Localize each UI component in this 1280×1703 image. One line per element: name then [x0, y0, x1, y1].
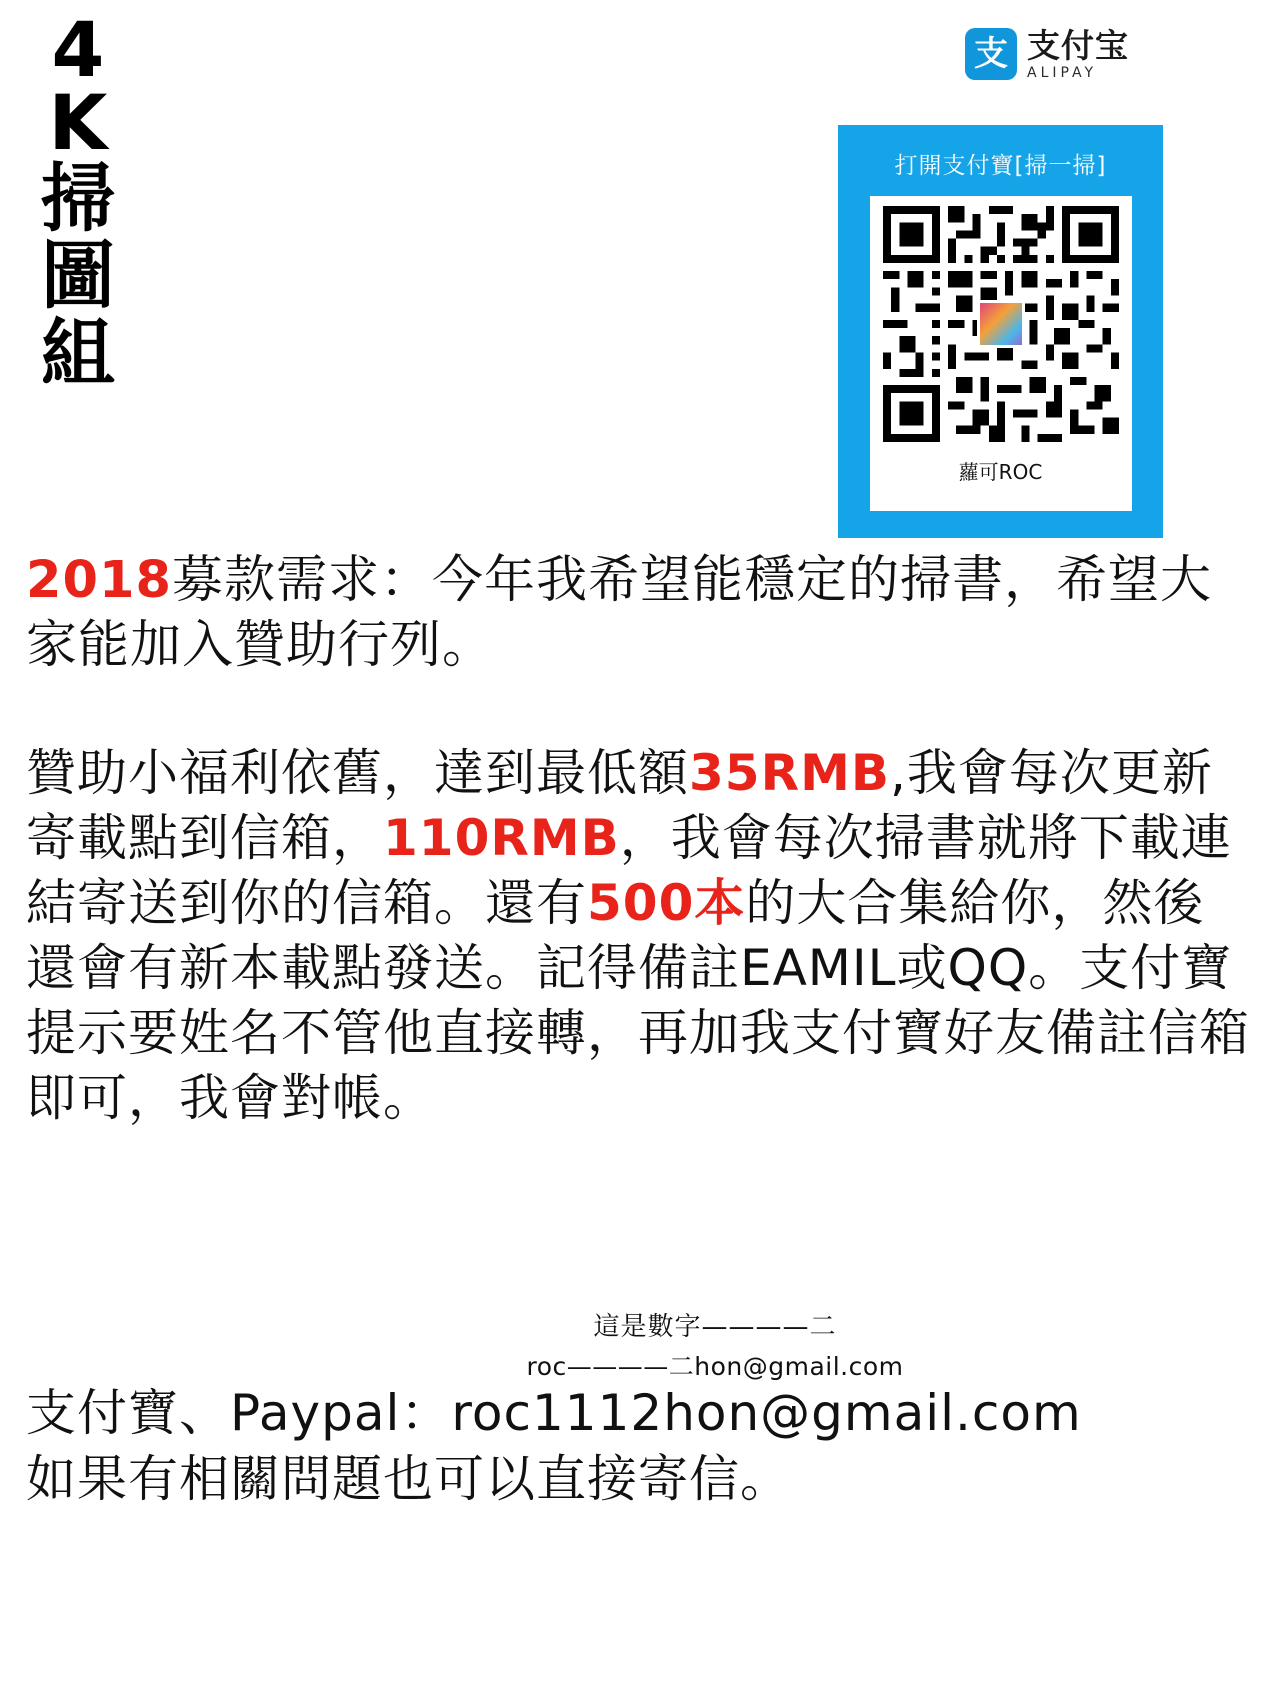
footer	[26, 1380, 1256, 1512]
title-char-3: 掃	[41, 155, 113, 242]
title-char-4: 圖	[41, 233, 113, 320]
footer-note-line: 如果有相關問題也可以直接寄信。	[26, 1450, 791, 1508]
body-text	[26, 548, 1254, 1131]
title-char-2: K	[48, 77, 106, 167]
qr-code-image	[883, 206, 1119, 442]
amount-35rmb: 35RMB	[689, 743, 890, 802]
alipay-logo	[965, 25, 1129, 81]
annotation-line-2: roc————二hon@gmail.com	[526, 1352, 904, 1381]
main-paragraph	[26, 741, 1254, 1131]
amount-110rmb: 110RMB	[383, 808, 620, 867]
intro-year: 2018	[26, 551, 172, 610]
intro-rest: 募款需求：今年我希望能穩定的掃書，希望大家能加入贊助行列。	[26, 551, 1212, 676]
main-text-2: ,我會每次更新寄載點到信箱，	[26, 743, 1213, 867]
qr-card	[870, 196, 1132, 511]
annotation-line-1: 這是數字————二	[593, 1312, 837, 1342]
page-title	[22, 5, 132, 397]
alipay-mark-icon: 支	[965, 28, 1017, 80]
main-text-4: 的大合集給你，然後還會有新本載點發送。記得備註EAMIL或QQ。支付寶提示要姓名不管他直接轉，再加我支付寶好友備註信箱即可，我會對帳。	[26, 873, 1250, 1127]
main-text-3: ，我會每次掃書就將下載連結寄送到你的信箱。還有	[26, 808, 1232, 932]
qr-center-logo-icon	[977, 300, 1025, 348]
title-char-5: 組	[41, 310, 113, 397]
payment-contact-line: 支付寶、Paypal：roc1112hon@gmail.com	[26, 1384, 1082, 1442]
main-text-1: 贊助小福利依舊，達到最低額	[26, 743, 689, 802]
alipay-name-en: ALIPAY	[1027, 64, 1098, 81]
amount-500books: 500本	[587, 873, 746, 932]
email-annotation	[505, 1306, 925, 1383]
qr-heading: 打開支付寶[掃一掃]	[894, 153, 1107, 179]
qr-caption: 蘿可ROC	[958, 460, 1043, 484]
intro-paragraph	[26, 548, 1254, 679]
qr-panel	[838, 125, 1163, 538]
alipay-wordmark	[1027, 25, 1129, 81]
paragraph-spacer	[26, 679, 1254, 741]
title-char-1: 4	[51, 5, 103, 94]
alipay-name-cn: 支付宝	[1027, 25, 1129, 65]
